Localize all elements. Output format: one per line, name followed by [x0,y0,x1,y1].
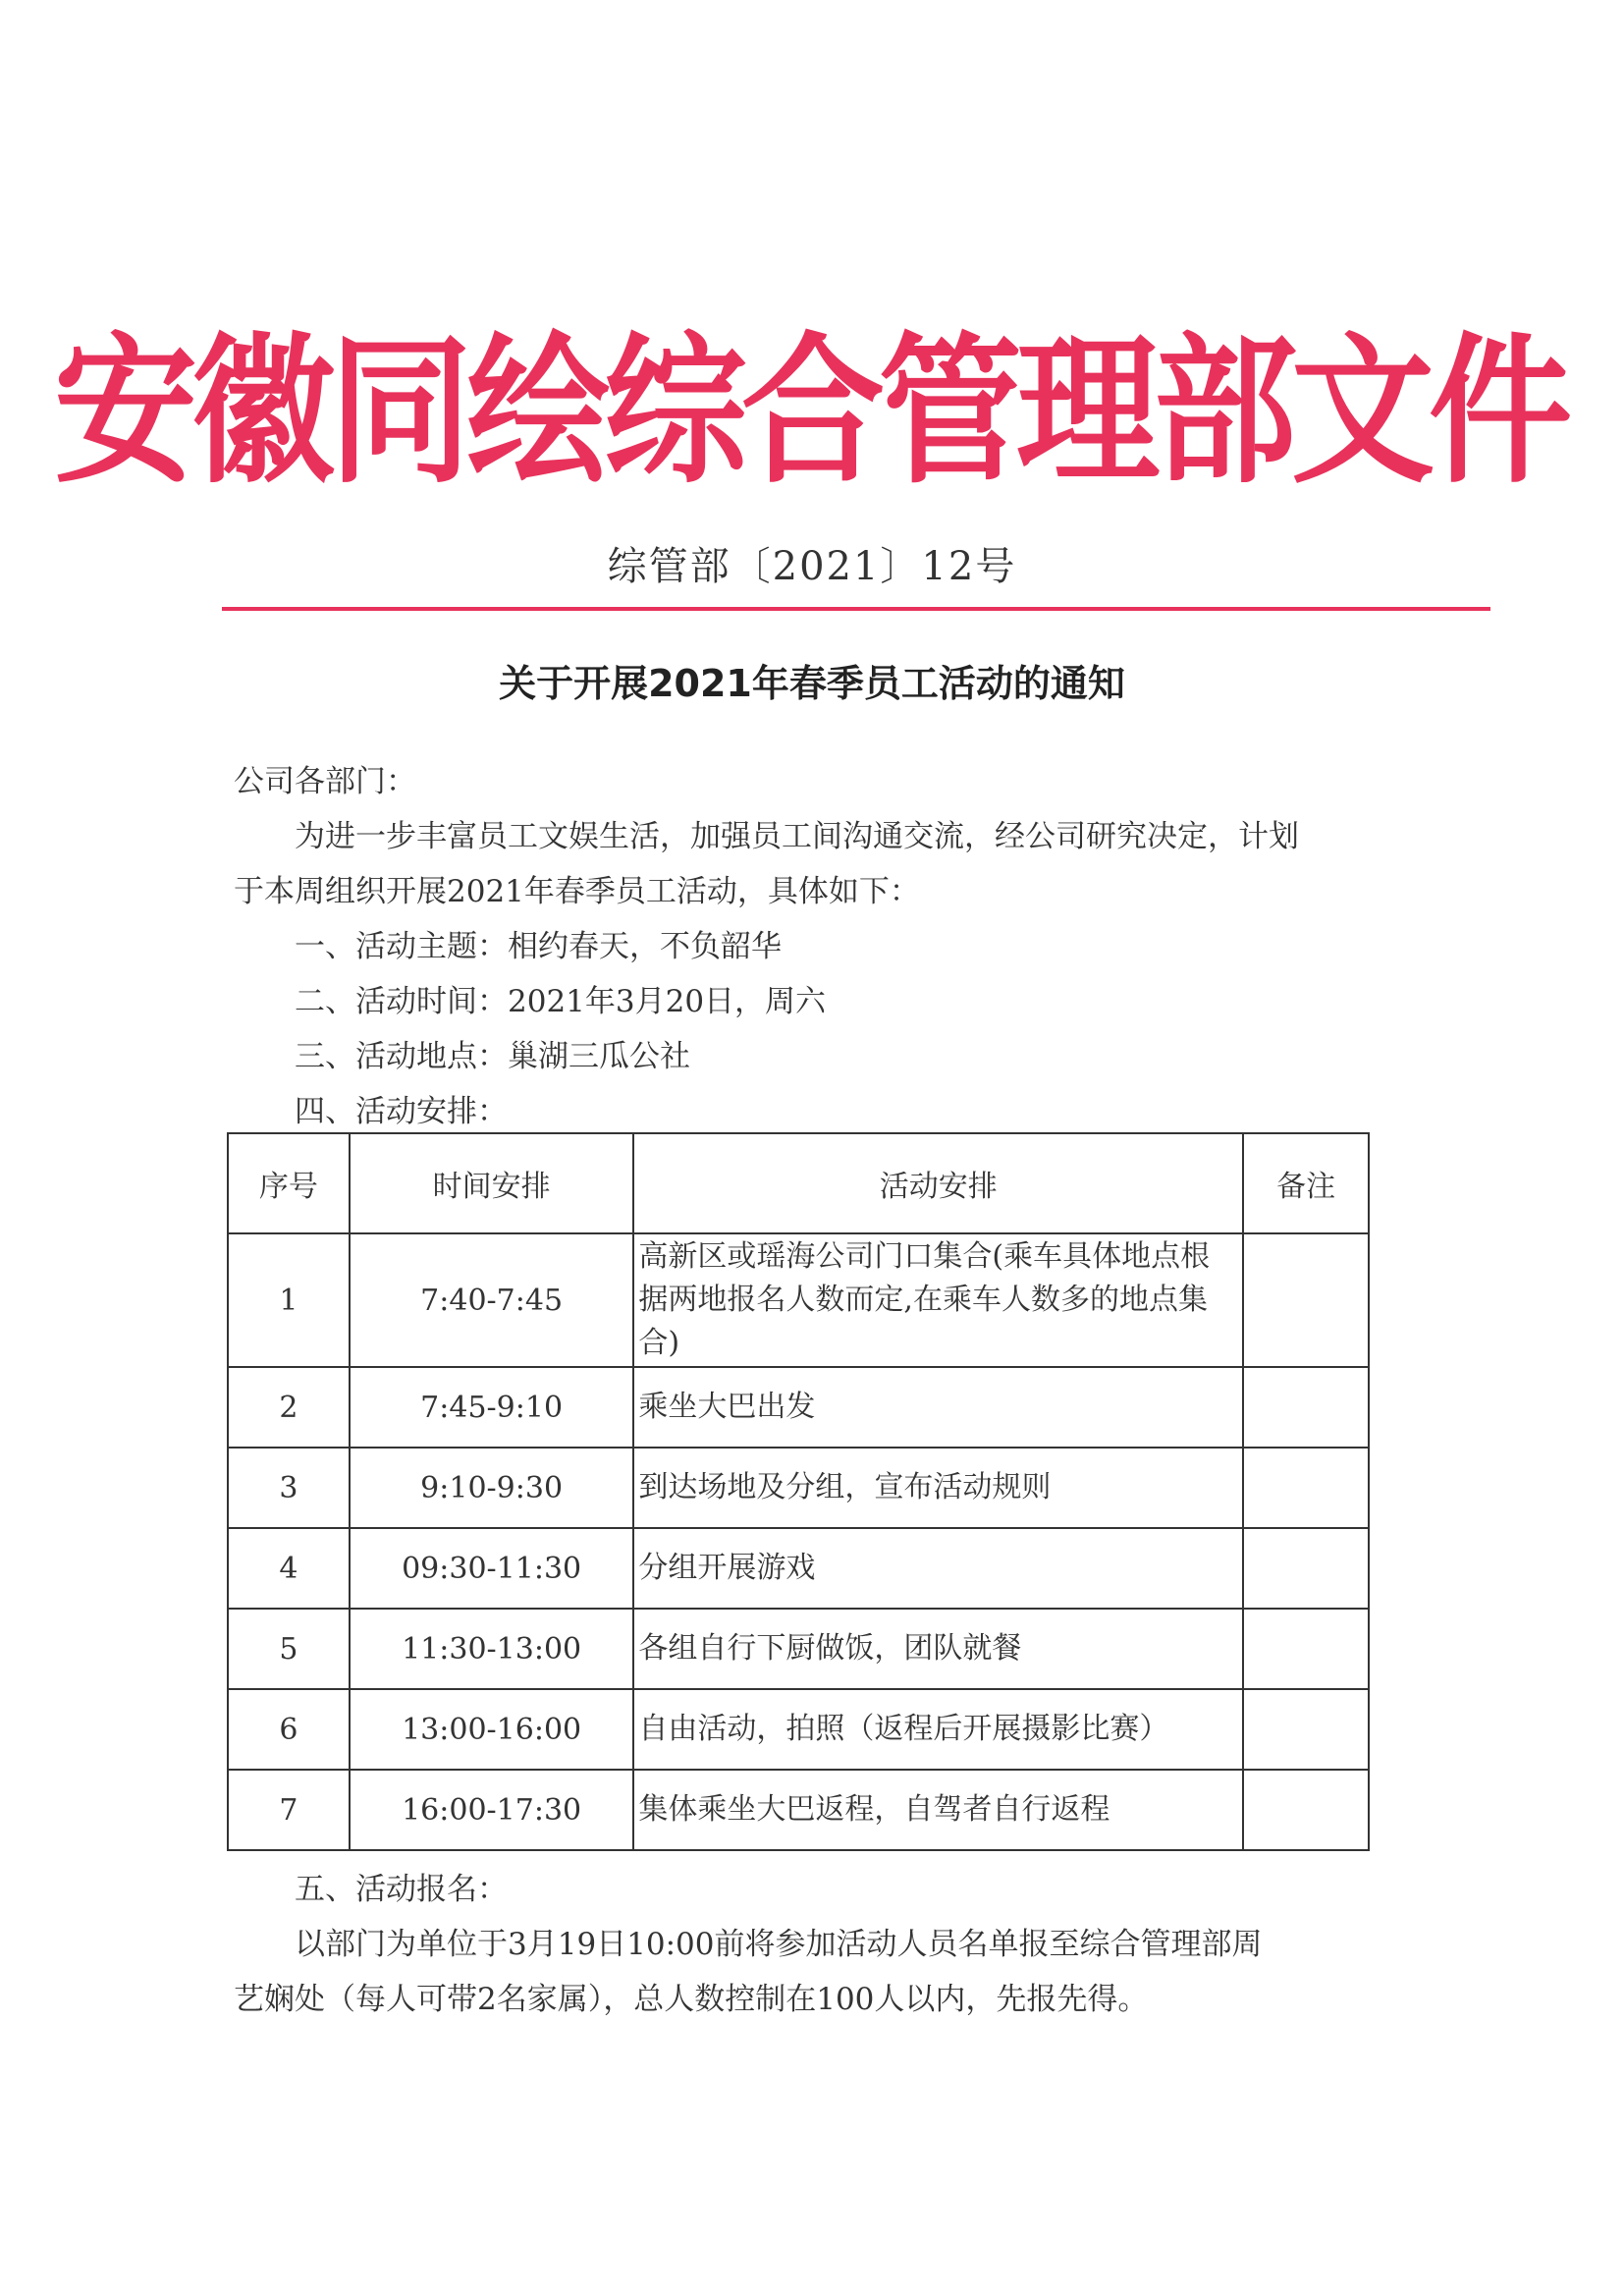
row-no: 7 [228,1770,350,1850]
row-time: 7:40-7:45 [350,1233,634,1367]
table-row [228,1528,1369,1609]
notice-title: 关于开展2021年春季员工活动的通知 [499,662,1125,705]
row-note [1243,1689,1369,1770]
row-time: 7:45-9:10 [350,1367,634,1448]
schedule-table [227,1132,1370,1851]
intro-line-2: 于本周组织开展2021年春季员工活动，具体如下： [234,874,920,909]
row-no: 6 [228,1689,350,1770]
masthead-title: 安徽同绘综合管理部文件 [54,318,1566,506]
header-note: 备注 [1243,1133,1369,1233]
row-time: 9:10-9:30 [350,1448,634,1528]
header-activity: 活动安排 [633,1133,1243,1233]
document-number: 综管部〔2021〕12号 [607,544,1017,589]
table-row [228,1770,1369,1850]
row-activity: 各组自行下厨做饭，团队就餐 [633,1609,1243,1689]
row-activity: 高新区或瑶海公司门口集合(乘车具体地点根据两地报名人数而定,在乘车人数多的地点集合) [633,1233,1243,1367]
row-time: 13:00-16:00 [350,1689,634,1770]
row-no: 5 [228,1609,350,1689]
table-row [228,1689,1369,1770]
row-time: 16:00-17:30 [350,1770,634,1850]
item-location: 三、活动地点：巢湖三瓜公社 [295,1039,690,1074]
salutation: 公司各部门： [234,764,416,799]
table-row [228,1367,1369,1448]
header-time: 时间安排 [350,1133,634,1233]
row-activity: 集体乘坐大巴返程，自驾者自行返程 [633,1770,1243,1850]
item-schedule: 四、活动安排： [295,1094,508,1129]
row-no: 4 [228,1528,350,1609]
row-no: 1 [228,1233,350,1367]
row-note [1243,1233,1369,1367]
row-note [1243,1528,1369,1609]
red-divider [222,607,1490,611]
signup-line-2: 艺娴处（每人可带2名家属），总人数控制在100人以内，先报先得。 [234,1982,1149,2017]
row-activity: 自由活动，拍照（返程后开展摄影比赛） [633,1689,1243,1770]
table-row [228,1448,1369,1528]
item-signup: 五、活动报名： [295,1872,508,1907]
intro-line-1: 为进一步丰富员工文娱生活，加强员工间沟通交流，经公司研究决定，计划 [295,819,1299,854]
item-theme: 一、活动主题：相约春天，不负韶华 [295,929,782,964]
row-activity: 乘坐大巴出发 [633,1367,1243,1448]
header-no: 序号 [228,1133,350,1233]
row-activity: 到达场地及分组，宣布活动规则 [633,1448,1243,1528]
row-activity: 分组开展游戏 [633,1528,1243,1609]
row-no: 3 [228,1448,350,1528]
signup-line-1: 以部门为单位于3月19日10:00前将参加活动人员名单报至综合管理部周 [295,1927,1263,1962]
table-row [228,1609,1369,1689]
row-no: 2 [228,1367,350,1448]
item-time: 二、活动时间：2021年3月20日，周六 [295,984,827,1019]
row-note [1243,1609,1369,1689]
row-note [1243,1448,1369,1528]
row-time: 11:30-13:00 [350,1609,634,1689]
row-time: 09:30-11:30 [350,1528,634,1609]
row-note [1243,1367,1369,1448]
row-note [1243,1770,1369,1850]
table-row [228,1233,1369,1367]
